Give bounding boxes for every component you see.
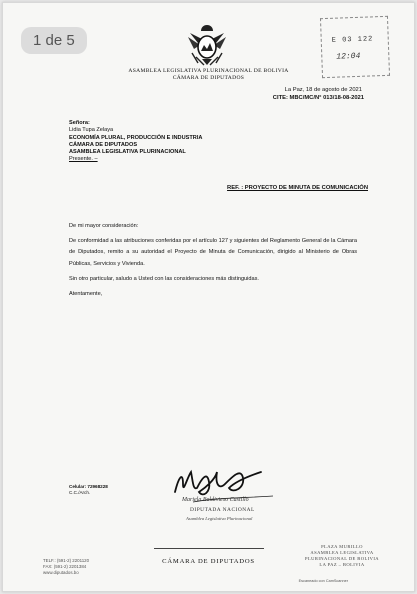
place-date: La Paz, 18 de agosto de 2021 xyxy=(284,87,362,93)
recipient-block xyxy=(69,120,202,164)
footer-address-line1: PLAZA MURILLO xyxy=(321,544,363,549)
footer-rule xyxy=(154,548,264,549)
footer-chamber-name: CÁMARA DE DIPUTADOS xyxy=(162,558,255,565)
sign-off: Atentamente, xyxy=(69,291,103,298)
footer-phone: TELF.: (591-2) 2201120 xyxy=(43,558,90,563)
reception-stamp xyxy=(320,16,390,78)
footer-address-line2: ASAMBLEA LEGISLATIVA xyxy=(310,550,374,555)
recipient-line1: ECONOMÍA PLURAL, PRODUCCIÓN E INDUSTRIA xyxy=(69,134,203,141)
letter-body xyxy=(69,221,357,304)
footer-address-line4: LA PAZ – BOLIVIA xyxy=(319,562,365,567)
footer-address-line3: PLURINACIONAL DE BOLIVIA xyxy=(305,556,379,561)
handwritten-signature xyxy=(153,458,333,548)
salutation: Señora: xyxy=(69,120,90,126)
closing: Sin otro particular, saludo a Usted con las consideraciones más distinguidas. xyxy=(69,275,259,282)
celular-value: 72968228 xyxy=(87,484,108,489)
scanner-watermark: Escaneado con CamScanner xyxy=(298,579,348,583)
cc-archive: C.C./Arch. xyxy=(69,490,91,495)
contact-block xyxy=(69,484,108,496)
footer-fax: FAX: (591-2) 2201384 xyxy=(43,564,87,569)
recipient-line3: ASAMBLEA LEGISLATIVA PLURINACIONAL xyxy=(69,149,186,156)
celular-label: Celular: xyxy=(69,484,87,489)
stamp-line2: 12:04 xyxy=(336,51,361,62)
presente: Presente. – xyxy=(69,156,98,163)
document-page xyxy=(2,2,415,592)
recipient-name: Lidia Tupa Zelaya xyxy=(69,127,114,134)
main-paragraph: De conformidad a las atribuciones conferidas por el artículo 127 y siguientes del Reglamento General de la Cámara de Diputados, remito a su autoridad el Proyecto de Minuta de Comunicación, dirigido al Ministerio de Obras Públicas, Servicios y Vivienda. xyxy=(69,238,357,267)
coat-of-arms-icon xyxy=(184,23,230,67)
greeting: De mi mayor consideración: xyxy=(69,223,139,229)
signer-name: Mariela Baldivieso Castillo xyxy=(182,497,249,503)
recipient-line2: CÁMARA DE DIPUTADOS xyxy=(69,141,138,148)
header-institution: ASAMBLEA LEGISLATIVA PLURINACIONAL DE BOLIVIA xyxy=(128,68,289,74)
signer-title: DIPUTADA NACIONAL xyxy=(190,507,255,513)
footer-address xyxy=(302,544,382,568)
page-indicator: 1 de 5 xyxy=(21,27,87,54)
footer-web: www.diputados.bo xyxy=(43,570,79,575)
reference-line: REF. : PROYECTO DE MINUTA DE COMUNICACIÓN xyxy=(227,185,368,191)
cite-number: CITE: MBC/MC/N° 013/18-08-2021 xyxy=(272,95,364,101)
header-chamber: CÁMARA DE DIPUTADOS xyxy=(172,75,245,81)
signer-organization: Asamblea Legislativa Plurinacional xyxy=(186,516,253,521)
stamp-line1: E 03 122 xyxy=(331,35,374,45)
